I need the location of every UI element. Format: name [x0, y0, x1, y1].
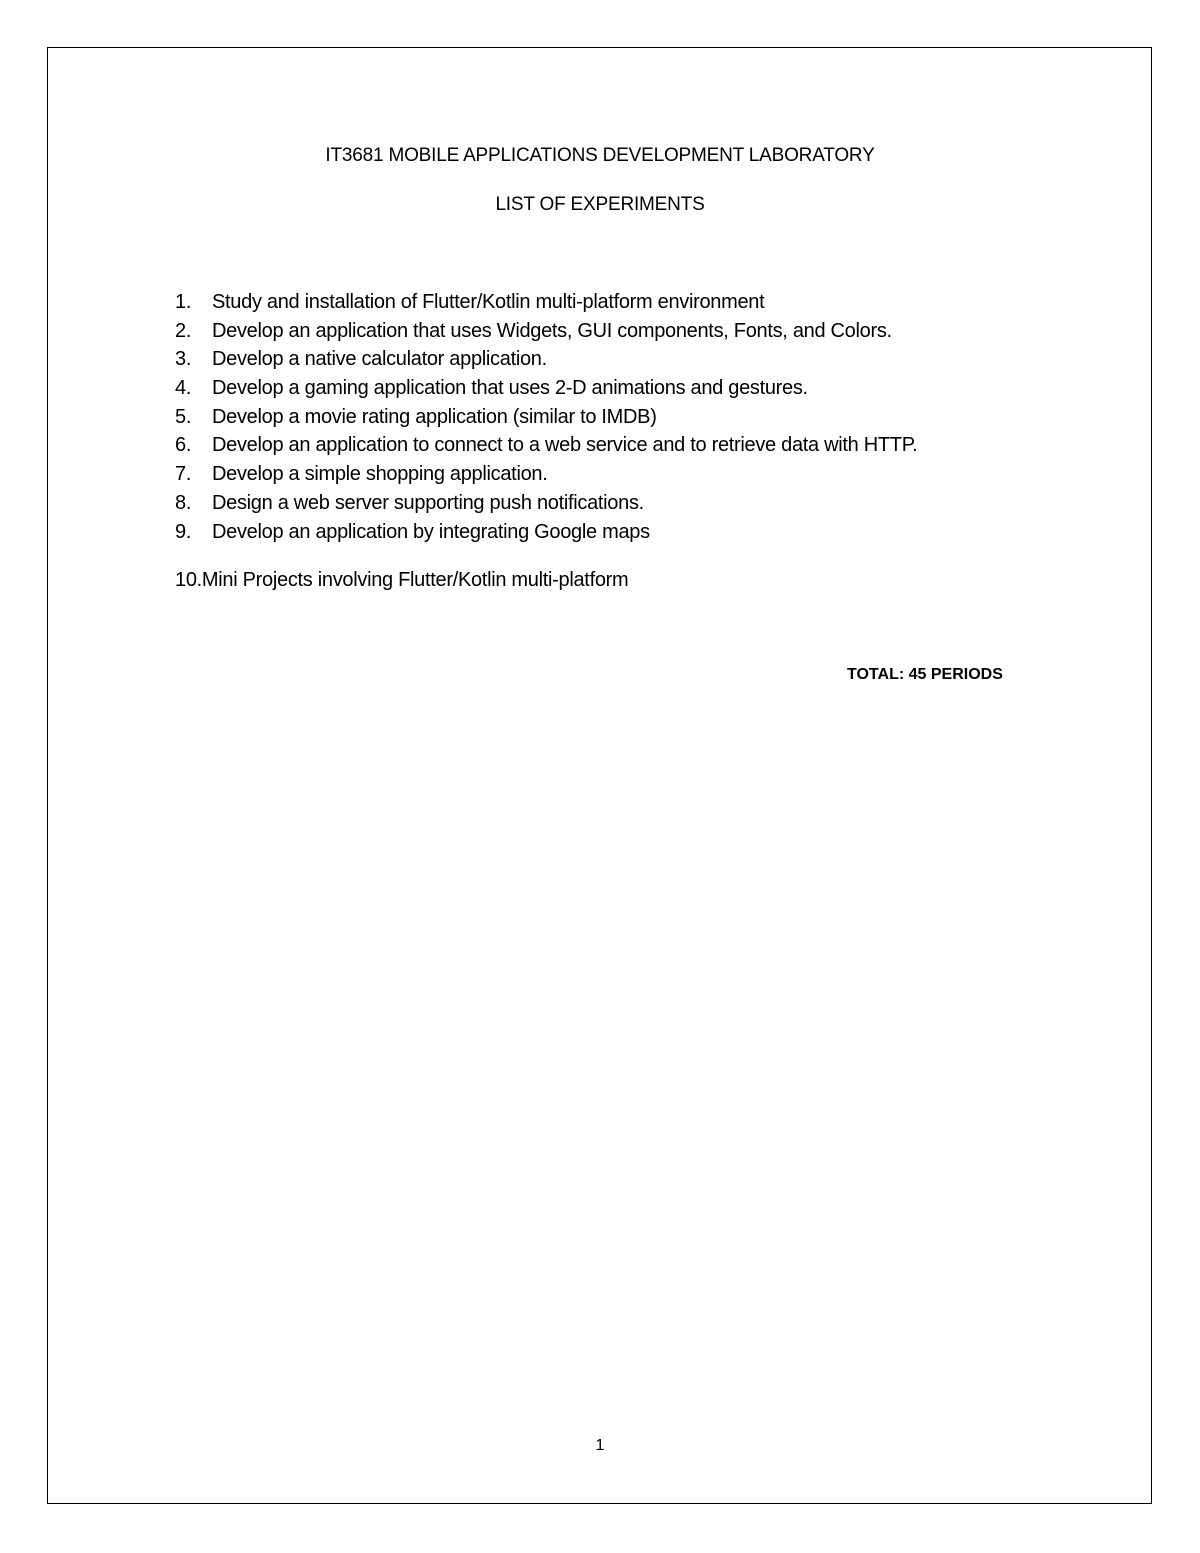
experiment-list: [175, 288, 917, 546]
item-number: 1.: [175, 291, 192, 313]
item-number: 4.: [175, 377, 192, 400]
item-number: 8.: [175, 491, 192, 514]
item-text: Develop an application to connect to a web service and to retrieve data with HTTP.: [212, 434, 918, 457]
list-item: [175, 518, 917, 547]
list-item: [175, 431, 917, 460]
item-text: Develop an application by integrating Google maps: [212, 520, 650, 543]
total-periods: TOTAL: 45 PERIODS: [847, 666, 1003, 683]
item-number: 3.: [175, 348, 192, 371]
list-item: [175, 345, 917, 374]
list-item: [175, 317, 917, 346]
document-title: IT3681 MOBILE APPLICATIONS DEVELOPMENT LABORATORY: [325, 145, 875, 166]
page-border: [47, 47, 1152, 1504]
page-number: 1: [595, 1437, 605, 1454]
item-text: Develop a native calculator application.: [212, 348, 547, 371]
item-number: 5.: [175, 405, 192, 428]
item-text: Develop an application that uses Widgets, GUI components, Fonts, and Colors.: [212, 319, 892, 342]
list-item: [175, 489, 917, 518]
document-subtitle: LIST OF EXPERIMENTS: [495, 194, 705, 215]
list-item: [175, 403, 917, 432]
item-number: 9.: [175, 520, 192, 543]
list-item: [175, 374, 917, 403]
mini-projects-item: 10.Mini Projects involving Flutter/Kotlin multi-platform: [175, 569, 629, 591]
item-text: Develop a gaming application that uses 2-D animations and gestures.: [212, 377, 808, 400]
item-text: Study and installation of Flutter/Kotlin multi-platform environment: [212, 291, 765, 313]
item-text: Develop a simple shopping application.: [212, 463, 548, 486]
item-text: Design a web server supporting push notifications.: [212, 491, 644, 514]
item-number: 6.: [175, 434, 192, 457]
list-item: [175, 288, 917, 317]
item-text: Develop a movie rating application (similar to IMDB): [212, 405, 657, 428]
item-number: 2.: [175, 319, 192, 342]
item-number: 7.: [175, 463, 192, 486]
list-item: [175, 460, 917, 489]
